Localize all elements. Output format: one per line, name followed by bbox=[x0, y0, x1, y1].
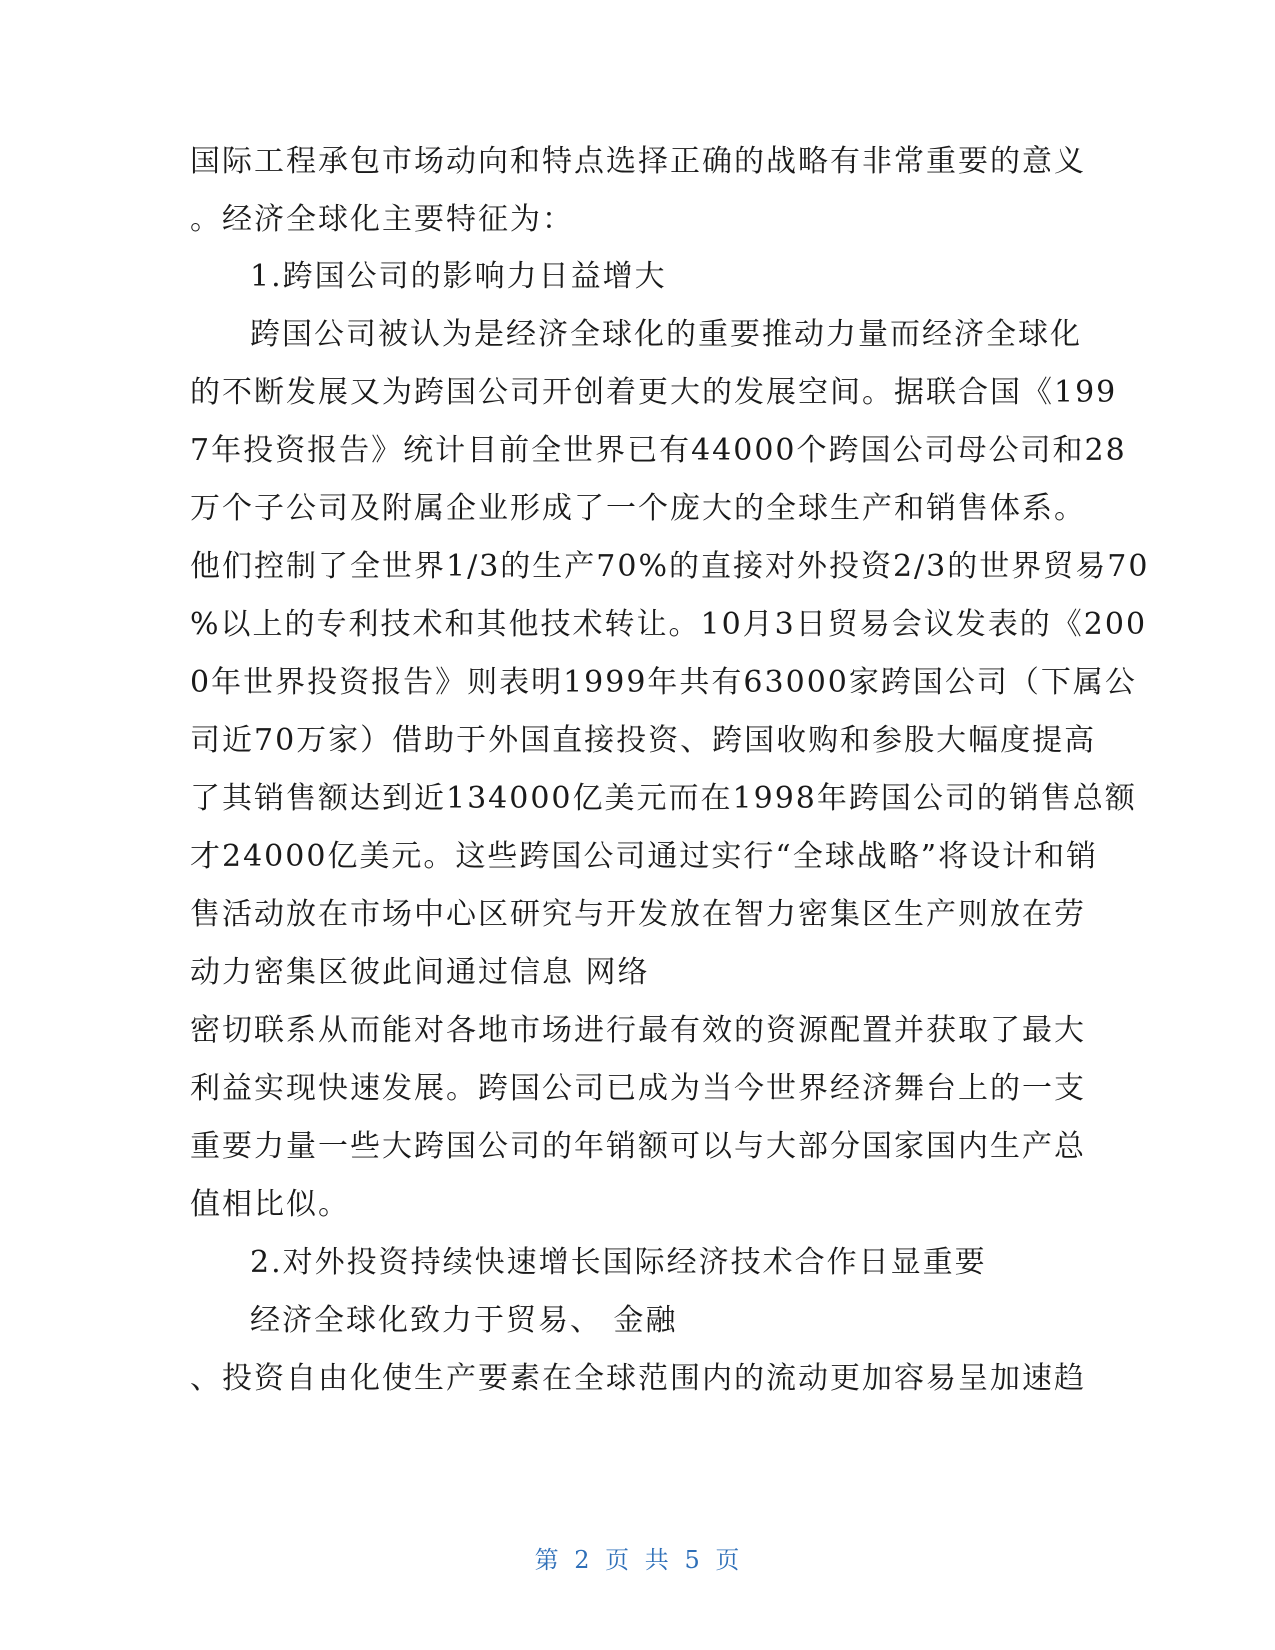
text-line: 万个子公司及附属企业形成了一个庞大的全球生产和销售体系。 bbox=[190, 491, 1086, 526]
text-line: 的不断发展又为跨国公司开创着更大的发展空间。据联合国《199 bbox=[190, 375, 1118, 410]
text-line: 司近70万家）借助于外国直接投资、跨国收购和参股大幅度提高 bbox=[190, 723, 1097, 758]
text-line: 密切联系从而能对各地市场进行最有效的资源配置并获取了最大 bbox=[190, 1013, 1086, 1048]
text-line: 动力密集区彼此间通过信息 网络 bbox=[190, 955, 650, 990]
text-line: 。经济全球化主要特征为： bbox=[190, 202, 574, 237]
text-line: 才24000亿美元。这些跨国公司通过实行“全球战略”将设计和销 bbox=[190, 839, 1099, 874]
text-line: 国际工程承包市场动向和特点选择正确的战略有非常重要的意义 bbox=[190, 144, 1086, 179]
text-line: 7年投资报告》统计目前全世界已有44000个跨国公司母公司和28 bbox=[190, 433, 1127, 468]
text-line: 重要力量一些大跨国公司的年销额可以与大部分国家国内生产总 bbox=[190, 1129, 1086, 1164]
page-number-footer: 第 2 页 共 5 页 bbox=[534, 1546, 741, 1574]
text-line: %以上的专利技术和其他技术转让。10月3日贸易会议发表的《200 bbox=[190, 607, 1148, 642]
text-line: 售活动放在市场中心区研究与开发放在智力密集区生产则放在劳 bbox=[190, 897, 1086, 932]
text-line: 了其销售额达到近134000亿美元而在1998年跨国公司的销售总额 bbox=[190, 781, 1137, 816]
text-line: 跨国公司被认为是经济全球化的重要推动力量而经济全球化 bbox=[250, 317, 1082, 352]
section-heading: 2.对外投资持续快速增长国际经济技术合作日显重要 bbox=[250, 1245, 987, 1280]
text-line: 、投资自由化使生产要素在全球范围内的流动更加容易呈加速趋 bbox=[190, 1361, 1086, 1396]
section-heading: 1.跨国公司的影响力日益增大 bbox=[250, 259, 667, 294]
text-line: 值相比似。 bbox=[190, 1187, 350, 1222]
text-line: 他们控制了全世界1/3的生产70%的直接对外投资2/3的世界贸易70 bbox=[190, 549, 1150, 584]
text-line: 0年世界投资报告》则表明1999年共有63000家跨国公司（下属公 bbox=[190, 665, 1137, 700]
text-line: 利益实现快速发展。跨国公司已成为当今世界经济舞台上的一支 bbox=[190, 1071, 1086, 1106]
text-line: 经济全球化致力于贸易、 金融 bbox=[250, 1303, 678, 1338]
